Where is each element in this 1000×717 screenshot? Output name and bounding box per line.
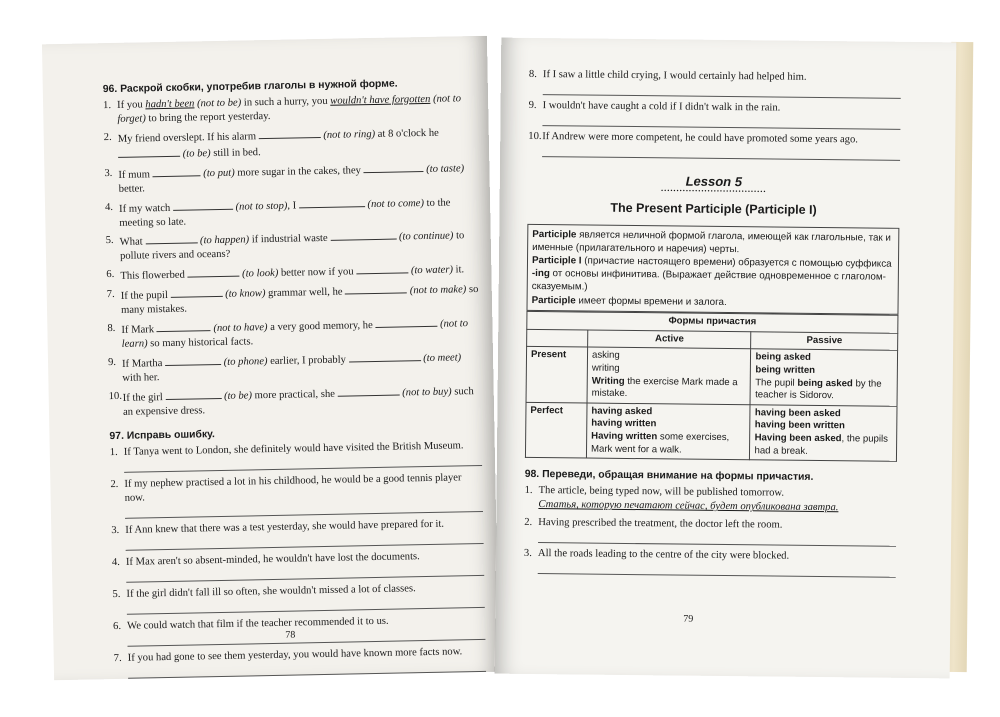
example-term: Writing bbox=[591, 375, 625, 387]
ex96-item-7 bbox=[107, 281, 480, 318]
answer-line[interactable] bbox=[542, 113, 900, 130]
item-text: This flowerbed bbox=[120, 270, 188, 283]
row-label: Present bbox=[530, 349, 567, 361]
item-text: If Andrew were more competent, he could have promoted some years ago. bbox=[542, 131, 858, 146]
item-text: in such a hurry, you bbox=[241, 95, 331, 109]
ex97-item-8 bbox=[529, 68, 901, 99]
item-text: more sugar in the cakes, they bbox=[234, 164, 364, 179]
item-text: grammar well, he bbox=[265, 286, 346, 300]
item-text: All the roads leading to the centre of the city were blocked. bbox=[537, 548, 790, 562]
verb-hint: (to know) bbox=[225, 288, 266, 301]
column-active: Active bbox=[588, 330, 752, 349]
item-number: 5. bbox=[105, 235, 114, 247]
form: asking bbox=[591, 349, 620, 362]
ex97-item-5 bbox=[112, 581, 484, 615]
item-text: If Max aren't so absent-minded, he wouldn't have lost the documents. bbox=[125, 550, 420, 568]
example-term: Having written bbox=[591, 430, 658, 443]
ex97-item-1 bbox=[110, 439, 482, 473]
ex96-item-5 bbox=[106, 227, 479, 264]
answer-blank[interactable] bbox=[170, 286, 222, 298]
rule-text: от основы инфинитива. (Выражает действие одновременное с глаголом-сказуемым.) bbox=[531, 268, 886, 293]
ex97-item-10 bbox=[528, 130, 900, 161]
answer-blank[interactable] bbox=[259, 127, 321, 139]
item-text: If the pupil bbox=[120, 290, 171, 303]
item-number: 4. bbox=[111, 556, 120, 568]
rule-paragraph-3 bbox=[532, 294, 894, 311]
example-text: The pupil bbox=[755, 376, 798, 389]
handwritten-answer: wouldn't have forgotten bbox=[330, 93, 431, 107]
present-active-cell bbox=[587, 347, 751, 404]
example-text: , the pupils had a break. bbox=[754, 433, 889, 457]
verb-hint: (to phone) bbox=[223, 356, 268, 369]
grammar-rule-box bbox=[526, 223, 899, 314]
item-number: 1. bbox=[109, 446, 118, 458]
item-text: better now if you bbox=[278, 266, 357, 280]
item-number: 1. bbox=[524, 485, 533, 497]
row-present bbox=[526, 347, 898, 407]
item-text: If the girl bbox=[122, 392, 166, 405]
item-text: If Mark bbox=[121, 324, 157, 337]
table-corner-cell bbox=[527, 329, 588, 347]
answer-blank[interactable] bbox=[165, 388, 221, 400]
item-text: to bring the report yesterday. bbox=[145, 110, 271, 125]
ex96-item-3 bbox=[104, 160, 477, 197]
ex97-item-3 bbox=[111, 517, 483, 551]
verb-hint: (not to buy) bbox=[402, 386, 452, 399]
perfect-passive-cell bbox=[750, 405, 897, 462]
item-text: earlier, I probably bbox=[267, 354, 349, 368]
ex98-item-1 bbox=[524, 484, 896, 516]
item-number: 4. bbox=[104, 201, 114, 213]
row-perfect bbox=[525, 402, 897, 462]
rule-text: имеет формы времени и залога. bbox=[575, 295, 727, 308]
answer-blank[interactable] bbox=[348, 350, 420, 362]
answer-blank[interactable] bbox=[330, 229, 396, 241]
item-text: , I bbox=[287, 199, 299, 212]
perfect-active-cell bbox=[586, 403, 750, 460]
ex96-item-6 bbox=[106, 261, 478, 284]
item-number: 7. bbox=[106, 289, 115, 301]
example-term: Having been asked bbox=[754, 432, 842, 445]
lesson-heading: Lesson 5 bbox=[685, 173, 743, 190]
answer-blank[interactable] bbox=[375, 316, 437, 328]
column-passive: Passive bbox=[751, 331, 898, 350]
item-number: 8. bbox=[528, 68, 537, 81]
item-number: 2. bbox=[103, 131, 112, 143]
ex96-item-8 bbox=[107, 315, 480, 352]
answer-blank[interactable] bbox=[152, 165, 200, 177]
item-text: My friend overslept. If his alarm bbox=[117, 130, 259, 145]
item-number: 10. bbox=[108, 391, 123, 403]
verb-hint: (to put) bbox=[203, 167, 235, 179]
answer-blank[interactable] bbox=[173, 198, 233, 210]
example-text: by the teacher is Sidorov. bbox=[755, 377, 882, 402]
right-page bbox=[495, 38, 957, 679]
left-page-content bbox=[103, 72, 487, 684]
answer-line[interactable] bbox=[125, 499, 483, 519]
verb-hint: (not to forget) bbox=[117, 93, 462, 125]
verb-hint: (to look) bbox=[242, 268, 279, 280]
participle-forms-table bbox=[525, 311, 899, 462]
item-text: If mum bbox=[118, 168, 153, 181]
item-text: with her. bbox=[122, 372, 160, 385]
verb-hint: (to happen) bbox=[199, 234, 250, 247]
item-text: If Martha bbox=[121, 358, 166, 371]
handwritten-translation: Статья, которую печатают сейчас, будет опубликована завтра. bbox=[538, 499, 839, 514]
item-text: so many historical facts. bbox=[147, 336, 254, 350]
item-number: 6. bbox=[106, 269, 115, 281]
verb-hint: (not to have) bbox=[213, 322, 268, 335]
ex97-item-6 bbox=[113, 613, 485, 647]
verb-hint: (to continue) bbox=[398, 230, 454, 243]
example-text: some exercises, Mark went for a walk. bbox=[590, 431, 730, 456]
answer-line[interactable] bbox=[538, 530, 896, 547]
form: being written bbox=[755, 364, 816, 376]
answer-line[interactable] bbox=[538, 561, 896, 578]
item-text: If Ann knew that there was a test yesterday, she would have prepared for it. bbox=[125, 518, 445, 536]
item-text: a very good memory, he bbox=[267, 320, 376, 334]
answer-blank[interactable] bbox=[157, 320, 211, 332]
page-number-right: 79 bbox=[683, 613, 694, 625]
ex96-item-10 bbox=[109, 383, 482, 420]
rule-paragraph-1 bbox=[532, 228, 894, 258]
item-number: 1. bbox=[103, 99, 112, 111]
verb-hint: (not to make) bbox=[409, 284, 467, 297]
item-text: better. bbox=[118, 182, 146, 195]
form: having been asked bbox=[754, 407, 841, 420]
answer-blank[interactable] bbox=[165, 354, 221, 366]
item-text: If you had gone to see them yesterday, you would have known more facts now. bbox=[127, 646, 463, 664]
item-text: more practical, she bbox=[251, 388, 338, 402]
item-text: such an expensive dress. bbox=[122, 386, 474, 419]
answer-blank[interactable] bbox=[187, 266, 239, 278]
item-number: 6. bbox=[113, 620, 122, 632]
example-term: being asked bbox=[797, 377, 853, 389]
answer-blank[interactable] bbox=[356, 263, 408, 275]
item-number: 2. bbox=[524, 517, 533, 529]
verb-hint: (not to ring) bbox=[323, 128, 376, 141]
answer-blank[interactable] bbox=[345, 283, 407, 295]
item-text: If my watch bbox=[119, 202, 174, 215]
verb-hint: (to be) bbox=[223, 390, 253, 403]
item-number: 9. bbox=[107, 357, 117, 369]
rule-paragraph-2 bbox=[532, 254, 894, 297]
item-text: at 8 o'clock he bbox=[374, 127, 439, 140]
topic-heading: The Present Participle (Participle I) bbox=[610, 200, 817, 218]
answer-blank[interactable] bbox=[337, 385, 399, 397]
item-text: if industrial waste bbox=[249, 233, 331, 246]
item-text: If you bbox=[117, 99, 146, 111]
item-text: it. bbox=[452, 264, 465, 276]
verb-hint: (not to be) bbox=[194, 97, 242, 110]
item-number: 8. bbox=[107, 323, 116, 335]
ex97-item-2 bbox=[110, 471, 483, 519]
right-page-content bbox=[524, 68, 901, 582]
answer-blank[interactable] bbox=[363, 161, 423, 173]
item-number: 5. bbox=[112, 588, 121, 600]
answer-blank[interactable] bbox=[118, 145, 180, 157]
term: Participle bbox=[532, 228, 577, 240]
item-text: to pollute rivers and oceans? bbox=[119, 230, 465, 263]
answer-blank[interactable] bbox=[299, 196, 365, 208]
ex97-item-9 bbox=[528, 99, 900, 130]
item-text: Having prescribed the treatment, the doctor left the room. bbox=[538, 517, 783, 531]
item-number: 10. bbox=[528, 130, 542, 142]
verb-hint: (not to learn) bbox=[121, 318, 469, 351]
table-caption: Формы причастия bbox=[527, 311, 898, 333]
form: having written bbox=[591, 418, 657, 430]
present-passive-cell bbox=[750, 349, 897, 406]
suffix: -ing bbox=[531, 268, 550, 280]
item-text: What bbox=[119, 236, 146, 249]
handwritten-answer: hadn't been bbox=[145, 98, 195, 111]
left-page bbox=[42, 36, 499, 680]
item-text: If my nephew practised a lot in his childhood, he would be a good tennis player now. bbox=[124, 472, 462, 504]
item-text: The article, being typed now, will be published tomorrow. bbox=[538, 485, 785, 499]
ex98-item-3 bbox=[524, 547, 896, 578]
page-number-left: 78 bbox=[285, 629, 296, 641]
ex96-item-9 bbox=[108, 349, 481, 386]
item-text: If Tanya went to London, she definitely would have visited the British Museum. bbox=[123, 440, 464, 458]
ex96-item-1 bbox=[103, 92, 475, 127]
ex96-item-4 bbox=[105, 194, 478, 231]
verb-hint: (to meet) bbox=[423, 352, 462, 365]
term: Participle bbox=[531, 294, 576, 307]
verb-hint: (to taste) bbox=[426, 162, 465, 175]
item-number: 9. bbox=[528, 99, 537, 111]
exercise-97-title: 97. Исправь ошибку. bbox=[109, 429, 215, 443]
answer-line[interactable] bbox=[542, 144, 900, 161]
rule-text: (причастие настоящего времени) образуется с помощью суффикса bbox=[581, 255, 892, 270]
ex96-item-2 bbox=[104, 124, 477, 163]
form: being asked bbox=[755, 351, 812, 364]
form: writing bbox=[591, 362, 620, 374]
answer-line[interactable] bbox=[543, 82, 901, 99]
exercise-96-title: 96. Раскрой скобки, употребив глаголы в нужной форме. bbox=[102, 78, 398, 96]
answer-blank[interactable] bbox=[145, 233, 197, 245]
item-number: 3. bbox=[111, 524, 120, 536]
item-number: 3. bbox=[523, 547, 532, 560]
form: having asked bbox=[591, 405, 653, 418]
item-text: still in bed. bbox=[210, 146, 261, 159]
item-number: 3. bbox=[104, 167, 113, 179]
item-text: I wouldn't have caught a cold if I didn't walk in the rain. bbox=[542, 100, 781, 114]
verb-hint: (not to stop) bbox=[235, 200, 288, 213]
item-number: 2. bbox=[110, 478, 119, 490]
item-text: If I saw a little child crying, I would certainly had helped him. bbox=[542, 69, 807, 83]
exercise-97 bbox=[109, 423, 486, 679]
verb-hint: (to water) bbox=[410, 264, 454, 277]
item-text: If the girl didn't fall ill so often, she wouldn't missed a lot of classes. bbox=[126, 582, 416, 600]
ex97-item-4 bbox=[112, 549, 484, 583]
item-text: so many mistakes. bbox=[120, 284, 479, 317]
rule-text: является неличной формой глагола, имеющей как глагольные, так и именные (прилагательного и наречия) черты. bbox=[532, 228, 891, 255]
verb-hint: (not to come) bbox=[367, 197, 425, 210]
item-number: 7. bbox=[113, 652, 122, 664]
ex97-item-7 bbox=[114, 645, 486, 679]
item-text: to the meeting so late. bbox=[119, 197, 451, 229]
row-label: Perfect bbox=[530, 404, 564, 417]
term: Participle I bbox=[531, 254, 582, 267]
verb-hint: (to be) bbox=[182, 147, 211, 160]
example-text: the exercise Mark made a mistake. bbox=[591, 375, 738, 400]
lesson-dots-divider: •••••••••••••••••••••••••••••••••• bbox=[660, 188, 767, 196]
form: having been written bbox=[754, 419, 845, 432]
exercise-98 bbox=[524, 468, 897, 577]
item-text: We could watch that film if the teacher recommended it to us. bbox=[127, 615, 389, 632]
exercise-98-title: 98. Переведи, обращая внимание на формы причастия. bbox=[524, 469, 814, 484]
ex98-item-2 bbox=[524, 516, 896, 547]
